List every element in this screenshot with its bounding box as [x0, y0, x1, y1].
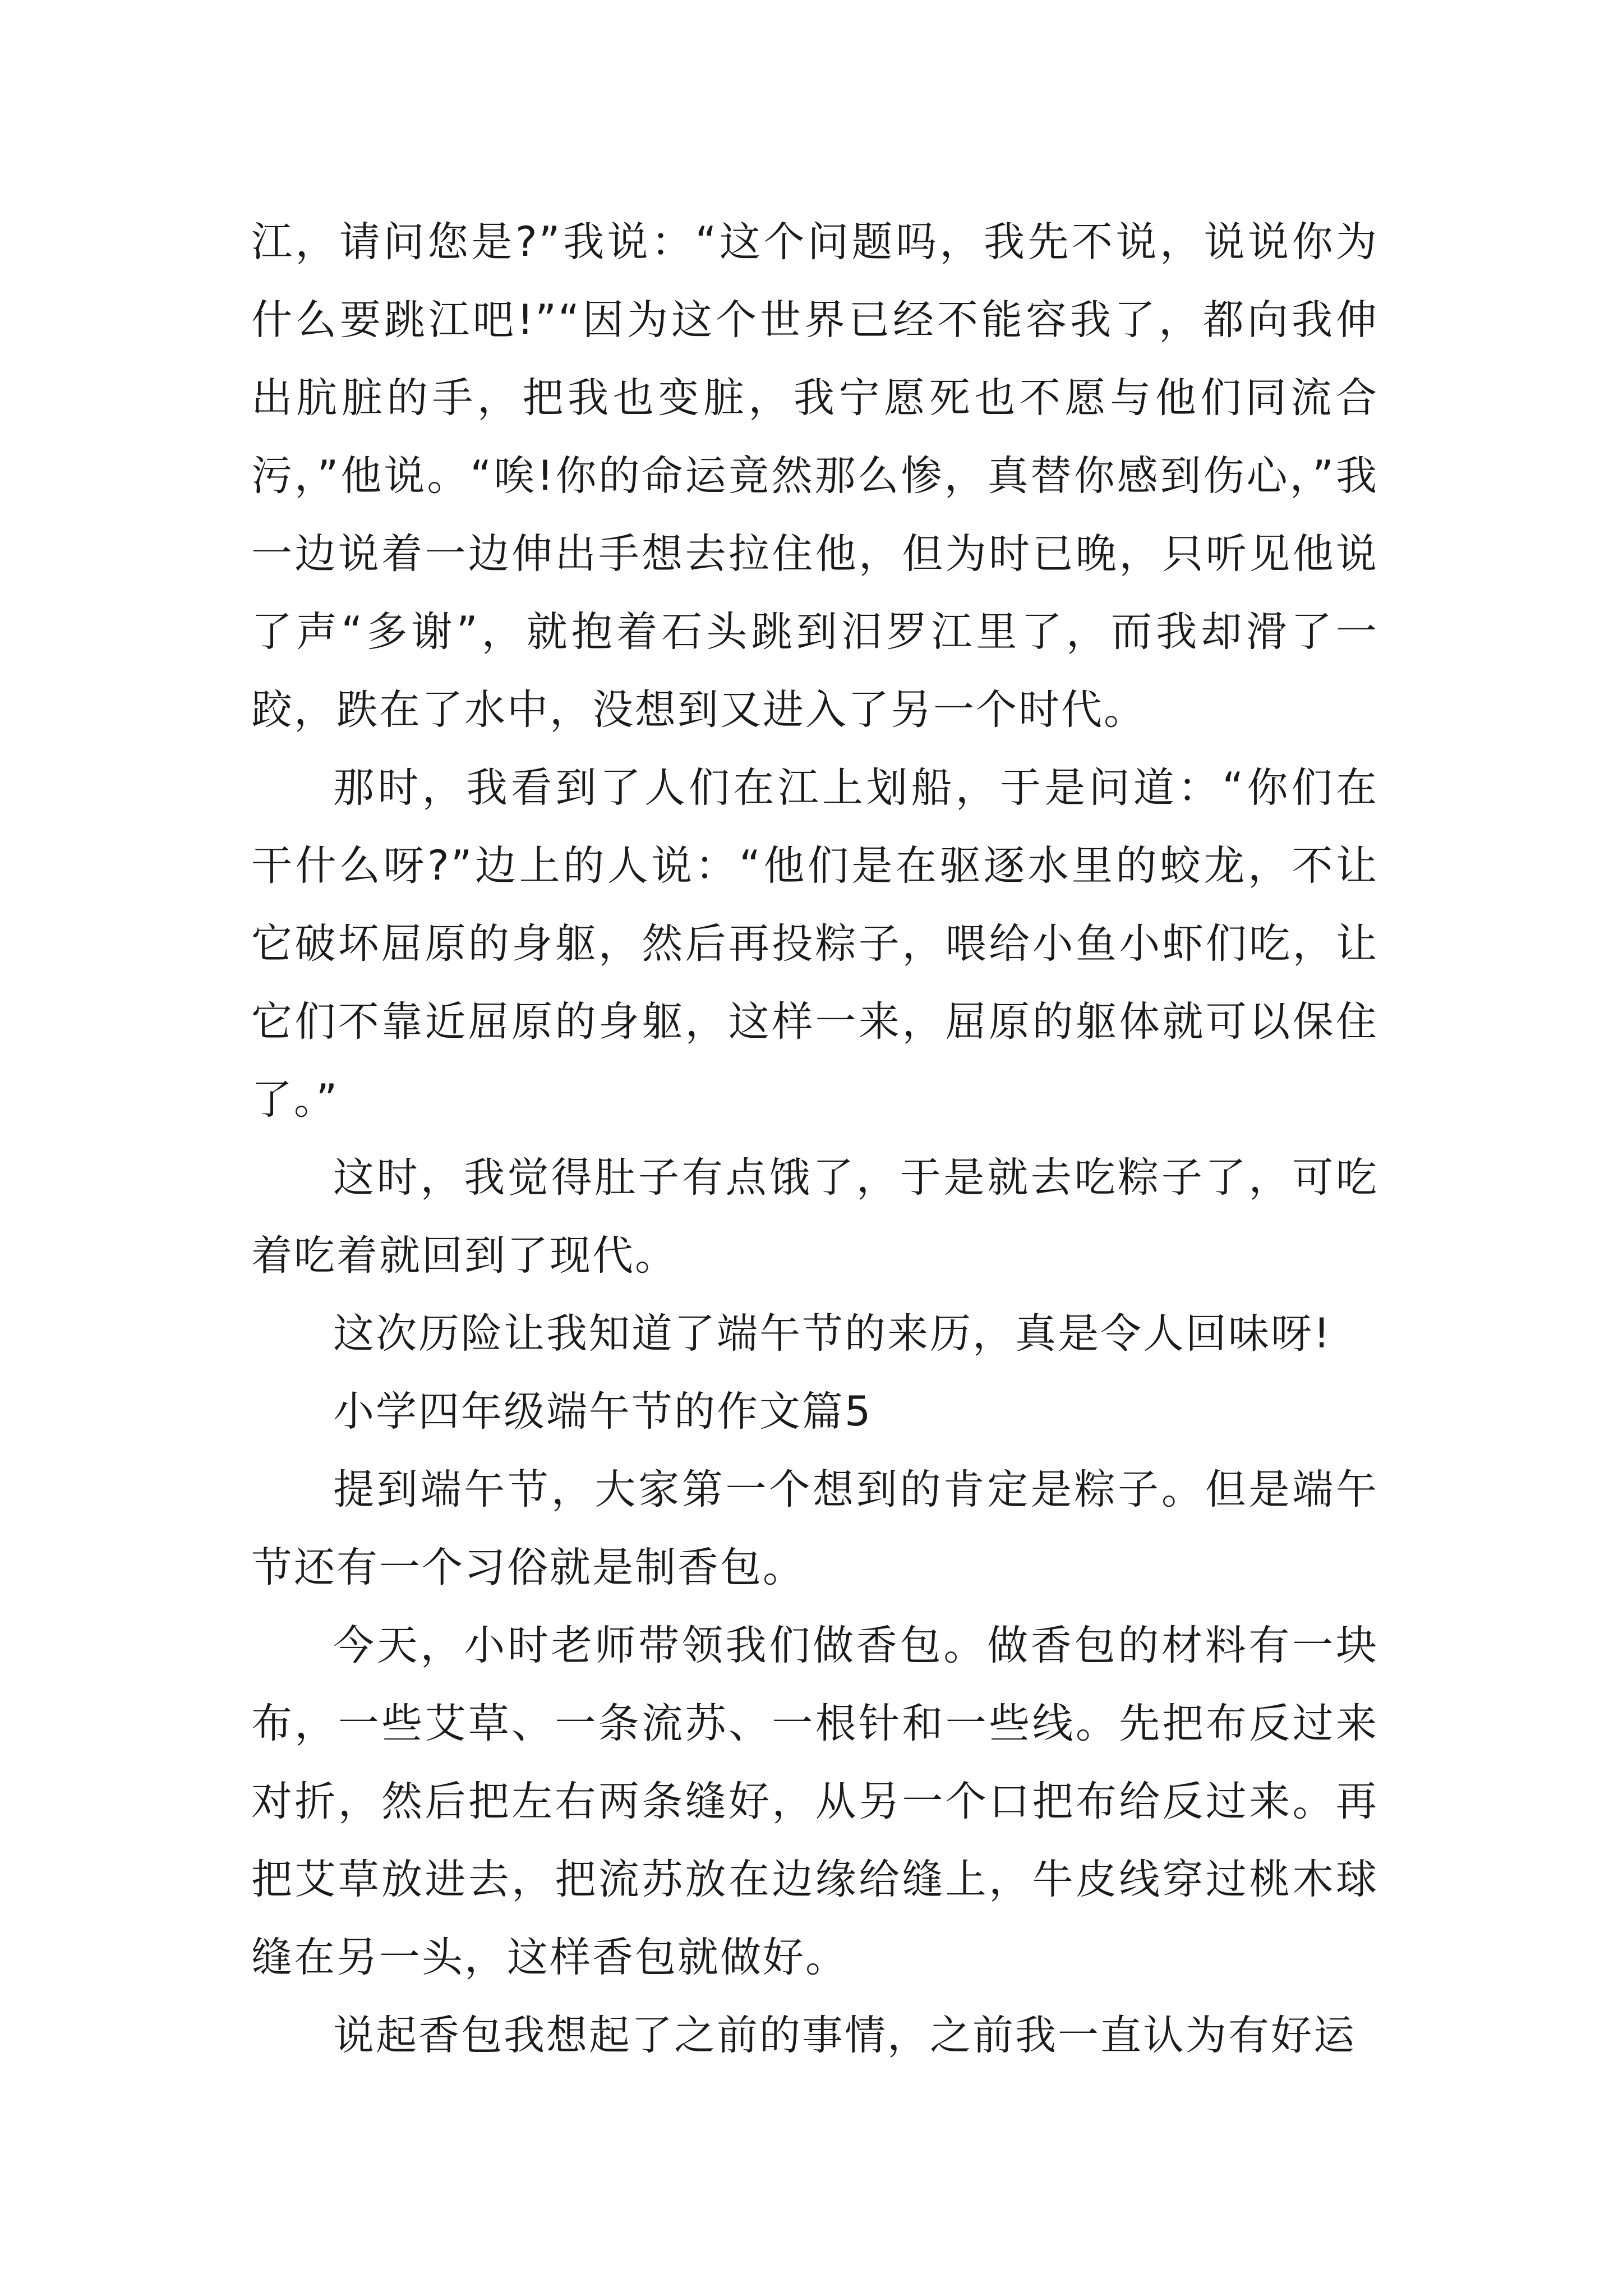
paragraph-3: 这时，我觉得肚子有点饿了，于是就去吃粽子了，可吃着吃着就回到了现代。 [251, 1154, 1378, 1280]
paragraph-5: 提到端午节，大家第一个想到的肯定是粽子。但是端午节还有一个习俗就是制香包。 [251, 1466, 1378, 1591]
section-heading: 小学四年级端午节的作文篇5 [333, 1388, 873, 1435]
document-body [251, 203, 1378, 2074]
paragraph-7: 说起香包我想起了之前的事情，之前我一直认为有好运 [333, 2012, 1356, 2059]
paragraph-6: 今天，小时老师带领我们做香包。做香包的材料有一块布，一些艾草、一条流苏、一根针和一些线。先把布反过来对折，然后把左右两条缝好，从另一个口把布给反过来。再把艾草放进去，把流苏放在边缘给缝上，牛皮线穿过桃木球缝在另一头，这样香包就做好。 [251, 1622, 1378, 1981]
paragraph-4: 这次历险让我知道了端午节的来历，真是令人回味呀! [333, 1310, 1332, 1358]
paragraph-2: 那时，我看到了人们在江上划船，于是问道：“你们在干什么呀?”边上的人说：“他们是在驱逐水里的蛟龙，不让它破坏屈原的身躯，然后再投粽子，喂给小鱼小虾们吃，让它们不靠近屈原的身躯，这样一来，屈原的躯体就可以保住了。” [251, 764, 1378, 1124]
paragraph-1: 江，请问您是?”我说：“这个问题吗，我先不说，说说你为什么要跳江吧!”“因为这个世界已经不能容我了，都向我伸出肮脏的手，把我也变脏，我宁愿死也不愿与他们同流合污，”他说。“唉!你的命运竟然那么惨，真替你感到伤心，”我一边说着一边伸出手想去拉住他，但为时已晚，只听见他说了声“多谢”，就抱着石头跳到汨罗江里了，而我却滑了一跤，跌在了水中，没想到又进入了另一个时代。 [251, 218, 1378, 734]
